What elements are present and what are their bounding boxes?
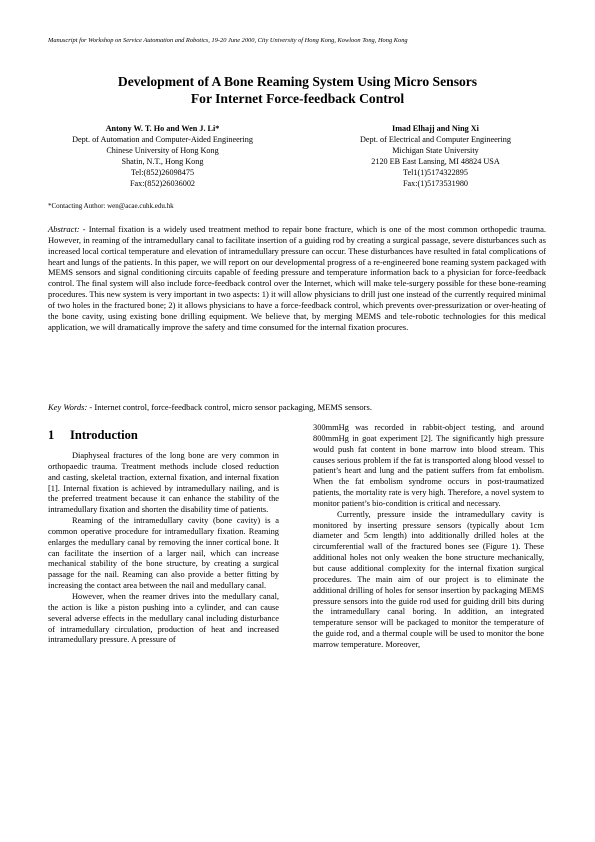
author-names-right: Imad Elhajj and Ning Xi	[392, 124, 479, 133]
section-title: Introduction	[70, 428, 138, 442]
keywords	[48, 402, 546, 413]
affiliation-line: 2120 EB East Lansing, MI 48824 USA	[371, 156, 500, 166]
abstract-text: Internal fixation is a widely used treatment method to repair bone fracture, which is one of the most common orthopedic trauma. However, in reaming of the intramedullary canal to facilitate insertion of a guiding rod by creating a surgical passage, severe disturbances such as increased local cortical temperature and elevation of intramedullary pressure can occur. These disturbances have resulted in fatal complications of heart and lungs of the patients. In this paper, we will report on our developmental progress of a re-engineered bone reaming system packaged with MEMS sensors and signal conditioning circuits capable of feeding pressure and temperature information back to a physician for force-feedback control. The final system will also include force-feedback control over the Internet, which will make tele-surgery possible for these bone-reaming procedures. This new system is very important in two aspects: 1) it will allow physicians to drill just one instead of the currently required minimal of two holes in the fractured bone; 2) it allows physicians to have a force-feedback control, which prevents over-pressurization or over-heating of the bone cavity, using existing bone drilling equipment. We believe that, by merging MEMS and tele-robotic technologies for this medical application, we will dramatically improve the safety and time consumed for the internal fixation procures.	[48, 224, 546, 332]
title-line-2: For Internet Force-feedback Control	[190, 91, 405, 106]
affiliation-line: Dept. of Automation and Computer-Aided Engineering	[72, 134, 253, 144]
keywords-label: Key Words: -	[48, 402, 93, 412]
affiliation-line: Tel1(1)5174322895	[403, 167, 468, 177]
section-number: 1	[48, 428, 55, 442]
author-block-left	[45, 124, 280, 189]
author-block-right	[318, 124, 553, 189]
affiliation-line: Fax:(1)5173531980	[402, 178, 469, 188]
header-venue: Workshop on Service Automation and Robotics	[88, 37, 209, 44]
author-names-left: Antony W. T. Ho and Wen J. Li*	[105, 124, 220, 133]
affiliation-line: Tel:(852)26098475	[130, 167, 195, 177]
keywords-text: Internet control, force-feedback control, micro sensor packaging, MEMS sensors.	[92, 402, 372, 412]
body-column-left	[48, 424, 279, 646]
title-line-1: Development of A Bone Reaming System Using Micro Sensors	[117, 74, 478, 89]
affiliation-line: Michigan State University	[392, 145, 479, 155]
abstract-label: Abstract: -	[48, 224, 86, 234]
body-column-right	[313, 423, 544, 651]
header-suffix: , 19-20 June 2000, City University of Hong Kong, Kowloon Tong, Hong Kong	[208, 37, 408, 44]
body-paragraph: However, when the reamer drives into the medullary canal, the action is like a piston pushing into a cylinder, and can cause several adverse effects in the medullary canal including disturbance of intramedullary circulation, production of heat and increased intramedullary pressure. A pressure of	[48, 591, 279, 645]
section-heading	[48, 427, 279, 443]
affiliation-line: Shatin, N.T., Hong Kong	[121, 156, 204, 166]
abstract	[48, 224, 546, 332]
affiliation-line: Dept. of Electrical and Computer Engineering	[360, 134, 511, 144]
body-paragraph: Currently, pressure inside the intramedullary cavity is monitored by inserting pressure sensors (typically about 1cm diameter and 5cm length) into additionally drilled holes at the circumferential wall of the fractured bones see (Figure 1). These additional holes not only weaken the bone structure mechanically, but cause additional complexity for the internal fixation surgical procedures. The main aim of our project is to eliminate the additional drilling of holes for sensor insertion by packaging MEMS pressure sensors into the guide rod used for guiding drill bits during the intramedullary canal boring. In addition, an integrated temperature sensor will be packaged to monitor the temperature of the guide rod, and a thermal couple will be used to monitor the bone marrow temperature. Moreover,	[313, 509, 544, 649]
contact-author-note: *Contacting Author: wen@acae.cuhk.edu.hk	[48, 202, 174, 210]
conference-header-note	[48, 37, 548, 45]
affiliation-line: Chinese University of Hong Kong	[106, 145, 219, 155]
body-paragraph: 300mmHg was recorded in rabbit-object testing, and around 800mmHg in goat experiment [2]. The significantly high pressure would push fat content in bone marrow into blood stream. This causes serious problem if the fat is transported along blood vessel to patient’s heart and lung and the patient suffers from fat embolism. When the fat embolism syndrome occurs in post-traumatized patients, the mortality rate is very high. Therefore, a novel system to monitor patient’s bio-condition is critical and necessary.	[313, 423, 544, 508]
body-paragraph: Diaphyseal fractures of the long bone are very common in orthopaedic trauma. Treatment methods include closed reduction and casting, skeletal traction, external fixation, and internal fixation [1]. Internal fixation is achieved by intramedullary nailing, and is the preferred treatment because it can enhance the stability of the intramedullary fixation and shorten the disability time of patients.	[48, 451, 279, 515]
affiliation-line: Fax:(852)26036002	[129, 178, 196, 188]
header-prefix: Manuscript for	[48, 37, 89, 44]
body-paragraph: Reaming of the intramedullary cavity (bone cavity) is a common operative procedure for intramedullary fixation. Reaming enlarges the medullary canal by removing the inner cortical bone. It can facilitate the insertion of a larger nail, which can increase mechanical stability of the bone structure, by creating a surgical passage for the nail. Reaming can also provide a better fitting by increasing the contact area between the nail and medullary canal.	[48, 516, 279, 591]
paper-title	[40, 73, 555, 107]
